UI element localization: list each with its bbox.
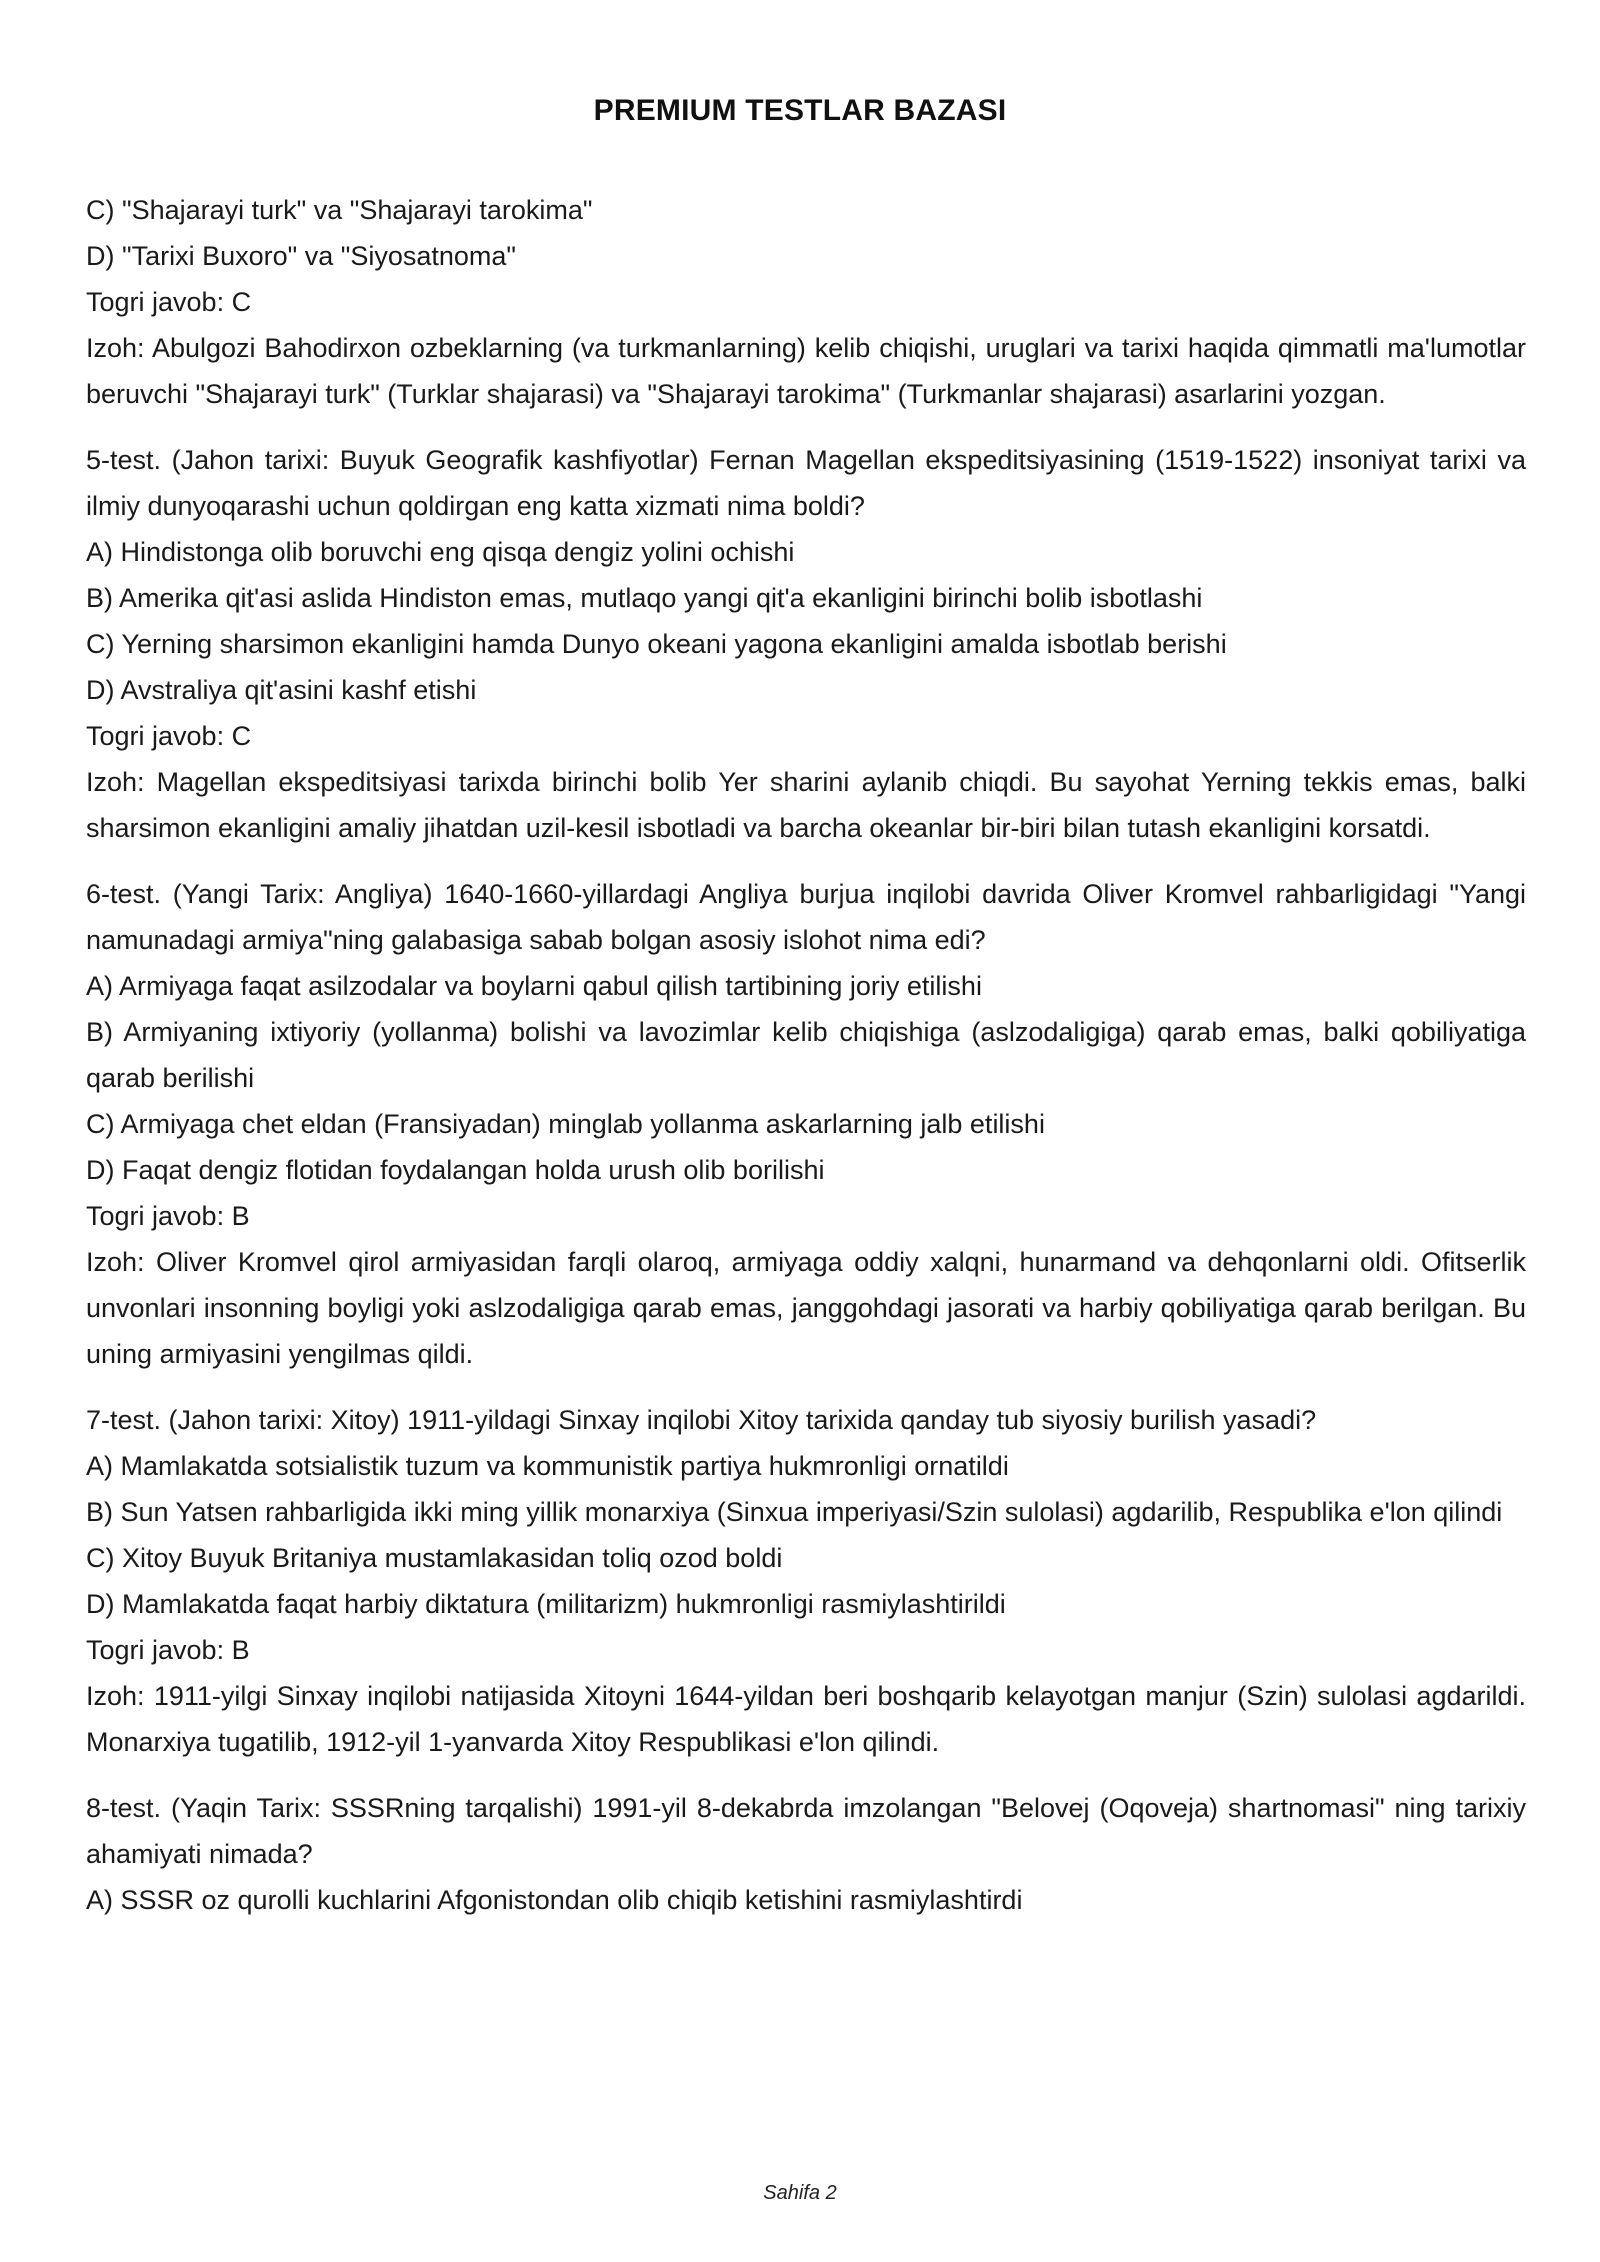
answer-option-b: B) Armiyaning ixtiyoriy (yollanma) bolishi va lavozimlar kelib chiqishiga (aslzodaligiga) qarab emas, balki qobiliyatiga qarab berilishi [86, 1017, 1526, 1093]
explanation: Izoh: Magellan ekspeditsiyasi tarixda birinchi bolib Yer sharini aylanib chiqdi. Bu sayohat Yerning tekkis emas, balki sharsimon ekanligini amaliy jihatdan uzil-kesil isbotladi va barcha okeanlar bir-biri bilan tutash ekanligini korsatdi. [86, 767, 1526, 843]
answer-option-a: A) Armiyaga faqat asilzodalar va boylarni qabul qilish tartibining joriy etilishi [86, 971, 982, 1001]
answer-option-c: C) Yerning sharsimon ekanligini hamda Dunyo okeani yagona ekanligini amalda isbotlab berishi [86, 629, 1227, 659]
question-text: 8-test. (Yaqin Tarix: SSSRning tarqalishi) 1991-yil 8-dekabrda imzolangan "Belovej (Oqoveja) shartnomasi" ning tarixiy ahamiyati nimada? [86, 1793, 1526, 1869]
correct-answer: Togri javob: B [86, 1201, 250, 1231]
answer-option-c: C) Armiyaga chet eldan (Fransiyadan) minglab yollanma askarlarning jalb etilishi [86, 1109, 1045, 1139]
question-block-6 [86, 871, 1526, 1377]
answer-option-a: A) SSSR oz qurolli kuchlarini Afgonistondan olib chiqib ketishini rasmiylashtirdi [86, 1885, 1023, 1915]
correct-answer: Togri javob: B [86, 1635, 250, 1665]
document-body [86, 187, 1526, 1923]
question-block-8 [86, 1785, 1526, 1923]
answer-option-a: A) Mamlakatda sotsialistik tuzum va kommunistik partiya hukmronligi ornatildi [86, 1451, 1009, 1481]
correct-answer: Togri javob: C [86, 721, 252, 751]
answer-option-d: D) Avstraliya qit'asini kashf etishi [86, 675, 477, 705]
question-text: 6-test. (Yangi Tarix: Angliya) 1640-1660-yillardagi Angliya burjua inqilobi davrida Oliver Kromvel rahbarligidagi "Yangi namunadagi armiya"ning galabasiga sabab bolgan asosiy islohot nima edi? [86, 879, 1526, 955]
answer-option-b: B) Sun Yatsen rahbarligida ikki ming yillik monarxiya (Sinxua imperiyasi/Szin sulolasi) agdarilib, Respublika e'lon qilindi [86, 1497, 1503, 1527]
answer-option-c: C) Xitoy Buyuk Britaniya mustamlakasidan toliq ozod boldi [86, 1543, 783, 1573]
question-block-7 [86, 1397, 1526, 1765]
question-text: 7-test. (Jahon tarixi: Xitoy) 1911-yildagi Sinxay inqilobi Xitoy tarixida qanday tub siyosiy burilish yasadi? [86, 1405, 1317, 1435]
page-title: PREMIUM TESTLAR BAZASI [593, 94, 1007, 127]
answer-option-c: C) "Shajarayi turk" va "Shajarayi tarokima" [86, 195, 593, 225]
question-text: 5-test. (Jahon tarixi: Buyuk Geografik kashfiyotlar) Fernan Magellan ekspeditsiyasining (1519-1522) insoniyat tarixi va ilmiy dunyoqarashi uchun qoldirgan eng katta xizmati nima boldi? [86, 445, 1526, 521]
page-number: Sahifa 2 [763, 2182, 837, 2204]
explanation: Izoh: Oliver Kromvel qirol armiyasidan farqli olaroq, armiyaga oddiy xalqni, hunarmand va dehqonlarni oldi. Ofitserlik unvonlari insonning boyligi yoki aslzodaligiga qarab emas, janggohdagi jasorati va harbiy qobiliyatiga qarab berilgan. Bu uning armiyasini yengilmas qildi. [86, 1247, 1526, 1369]
explanation: Izoh: 1911-yilgi Sinxay inqilobi natijasida Xitoyni 1644-yildan beri boshqarib kelayotgan manjur (Szin) sulolasi agdarildi. Monarxiya tugatilib, 1912-yil 1-yanvarda Xitoy Respublikasi e'lon qilindi. [86, 1681, 1526, 1757]
answer-option-d: D) "Tarixi Buxoro" va "Siyosatnoma" [86, 241, 516, 271]
answer-option-d: D) Mamlakatda faqat harbiy diktatura (militarizm) hukmronligi rasmiylashtirildi [86, 1589, 1006, 1619]
explanation: Izoh: Abulgozi Bahodirxon ozbeklarning (va turkmanlarning) kelib chiqishi, uruglari va tarixi haqida qimmatli ma'lumotlar beruvchi "Shajarayi turk" (Turklar shajarasi) va "Shajarayi tarokima" (Turkmanlar shajarasi) asarlarini yozgan. [86, 333, 1526, 409]
correct-answer: Togri javob: C [86, 287, 252, 317]
answer-option-a: A) Hindistonga olib boruvchi eng qisqa dengiz yolini ochishi [86, 537, 795, 567]
answer-option-b: B) Amerika qit'asi aslida Hindiston emas, mutlaqo yangi qit'a ekanligini birinchi bolib isbotlashi [86, 583, 1203, 613]
question-block-5 [86, 437, 1526, 851]
answer-option-d: D) Faqat dengiz flotidan foydalangan holda urush olib borilishi [86, 1155, 825, 1185]
question-block-4-continued [86, 187, 1526, 417]
